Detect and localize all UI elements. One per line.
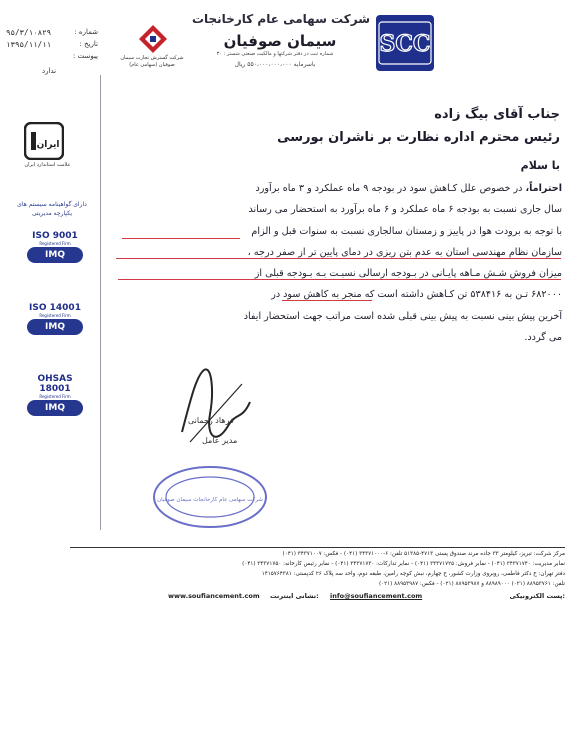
imq-oval: IMQ bbox=[27, 400, 83, 416]
body-line: ۶۸۲۰۰۰ تـن به ۵۳۸۴۱۶ تن کـاهش داشته است که منجر به کاهش سود در bbox=[271, 289, 562, 301]
number-value: ۹۵/۳/۱۰۸۲۹ bbox=[6, 28, 52, 37]
iso-title: OHSAS 18001 bbox=[37, 374, 73, 394]
iso-title: ISO 14001 bbox=[29, 303, 81, 313]
footer-fax-numbers: نمابر مدیریت: ۳۴۳۷۱۷۴۰ (۰۴۱) - نمابر فروش: ۳۴۳۷۱۷۲۵ (۰۴۱) - نمابر تدارکات: ۳۴۳۷۱۷۳۰ (۰۴۱) - نمابر رئیس کارخانه: ۳۴۳۷۱۷۵۰ (۰۴۱) bbox=[242, 561, 565, 567]
opening-word: احتراماً، bbox=[525, 183, 562, 194]
iso-9001-badge bbox=[22, 231, 88, 263]
sub-company-name: شرکت گسترش تجارت سیمان صوفیان (سهامی عام) bbox=[120, 55, 184, 68]
iso-14001-badge bbox=[22, 303, 88, 335]
body-line: سال جاری نسبت به بودجه ۶ ماه عملکرد و ۶ ماه برآورد به استحضار می رساند bbox=[248, 204, 562, 216]
number-label: شماره : bbox=[74, 28, 98, 36]
iso-title: ISO 9001 bbox=[32, 231, 78, 241]
imq-oval: IMQ bbox=[27, 247, 83, 263]
footer-hq-address: مرکز شرکت: تبریز، کیلومتر ۳۳ جاده مرند صندوق پستی ۴۷۱۳-۵۱۳۸۵ تلفن: ۶-۳۴۳۷۱۰۰۰ (۰۴۱) - فکس: ۳۴۳۷۱۰۰۷ (۰۴۱) bbox=[282, 551, 565, 557]
body-line: آخرین پیش بینی نسبت به پیش بینی قبلی شده است مراتب جهت استحضار ایفاد bbox=[243, 310, 562, 322]
scc-logo-icon bbox=[378, 21, 432, 65]
letter-body bbox=[114, 178, 562, 348]
highlight-underline bbox=[122, 238, 240, 239]
highlight-underline bbox=[282, 300, 372, 301]
company-stamp-icon bbox=[150, 462, 270, 532]
body-line: میزان فروش شـش مـاهه پایـانی در بـودجه ارسالی نسبـت بـه بـودجه قبلی از bbox=[254, 268, 562, 280]
highlight-underline bbox=[118, 279, 561, 280]
letter-number bbox=[6, 28, 98, 37]
date-value: ۱۳۹۵/۱۱/۱۱ bbox=[6, 40, 52, 49]
body-line: با توجه به برودت هوا در پاییز و زمستان سالجاری نسبت به سنوات قبل و الزام bbox=[251, 225, 562, 237]
date-label: تاریخ : bbox=[79, 40, 98, 48]
footer-tehran-phones: تلفن: ۸۸۹۵۳۷۶۱ (۰۲۱) ۸۸۹۸۹۰۰۰ و ۸۸۹۵۳۹۸۷ (۰۲۱) - فکس: ۸۸۹۵۳۹۸۷ (۰۲۱) bbox=[378, 581, 565, 587]
signer-role: مدیر عامل bbox=[202, 436, 238, 445]
highlight-underline bbox=[116, 258, 561, 259]
mgmt-system-note bbox=[12, 200, 92, 218]
recipient-title: رئیس محترم اداره نظارت بر ناشران بورسی bbox=[277, 130, 560, 145]
body-line: می گردد. bbox=[524, 332, 562, 344]
logo-text: SCC bbox=[379, 31, 431, 57]
footer-contact-row bbox=[70, 592, 565, 604]
footer-tehran-office: دفتر تهران: خ دکتر فاطمی، روبروی وزارت کشور، خ چهارم، نبش کوچه رامین، طبقه دوم، واحد سه پلاک ۲۶ کدپستی: ۱۴۱۵۷۶۴۳۸۱ bbox=[261, 571, 565, 577]
iso-sub: Registered Firm bbox=[39, 313, 71, 318]
margin-divider bbox=[100, 75, 101, 530]
capital-text: باسرمایه ۵۵۰،۰۰۰،۰۰۰،۰۰۰ ریال bbox=[234, 61, 316, 68]
company-title: شرکت سهامی عام کارخانجات bbox=[191, 12, 370, 26]
website-link[interactable]: www.soufiancement.com bbox=[168, 592, 260, 600]
letter-attachment bbox=[6, 52, 98, 60]
company-brand: سیمان صوفیان bbox=[223, 32, 337, 50]
email-label: پست الکترونیکی: bbox=[509, 592, 565, 600]
greeting: با سلام bbox=[520, 159, 560, 172]
attachment-value: ندارد bbox=[42, 67, 57, 75]
ohsas-18001-badge bbox=[22, 374, 88, 416]
registration-text: شماره ثبت در دفتر شرکتها و مالکیت صنعتی شستر : ۳۰ bbox=[216, 51, 334, 57]
iso-sub: Registered Firm bbox=[39, 394, 71, 399]
standard-mark-text: ایران bbox=[36, 140, 60, 150]
signer-name: فرهاد رحمانی bbox=[188, 416, 234, 425]
recipient-name: جناب آقای بیگ زاده bbox=[434, 107, 560, 122]
company-logo bbox=[376, 15, 434, 71]
imq-oval: IMQ bbox=[27, 319, 83, 335]
body-line: سازمان نظام مهندسی استان به عدم بتن ریزی در دمای پایین تر از صفر درجه ، bbox=[247, 246, 562, 258]
footer-divider bbox=[70, 547, 565, 548]
attachment-label: پیوست : bbox=[73, 52, 98, 60]
mgmt-note-line1: دارای گواهینامه سیستم های bbox=[17, 201, 87, 208]
body-line: احتراماً، در خصوص علل کـاهش سود در بودجه ۹ ماه عملکرد و ۳ ماه برآورد bbox=[255, 183, 562, 194]
website-label: نشانی اینترنت: bbox=[270, 592, 319, 600]
sub-company-logo-icon bbox=[138, 24, 168, 54]
standard-mark-icon bbox=[24, 122, 64, 160]
email-link[interactable]: info@soufiancement.com bbox=[330, 592, 423, 600]
standard-caption: علامت استاندارد ایران bbox=[24, 162, 71, 168]
mgmt-note-line2: یکپارچه مدیریتی bbox=[31, 210, 73, 217]
iso-sub: Registered Firm bbox=[39, 241, 71, 246]
letter-date bbox=[6, 40, 98, 49]
stamp-text: شرکت سهامی عام کارخانجات سیمان صوفیان bbox=[157, 497, 263, 503]
